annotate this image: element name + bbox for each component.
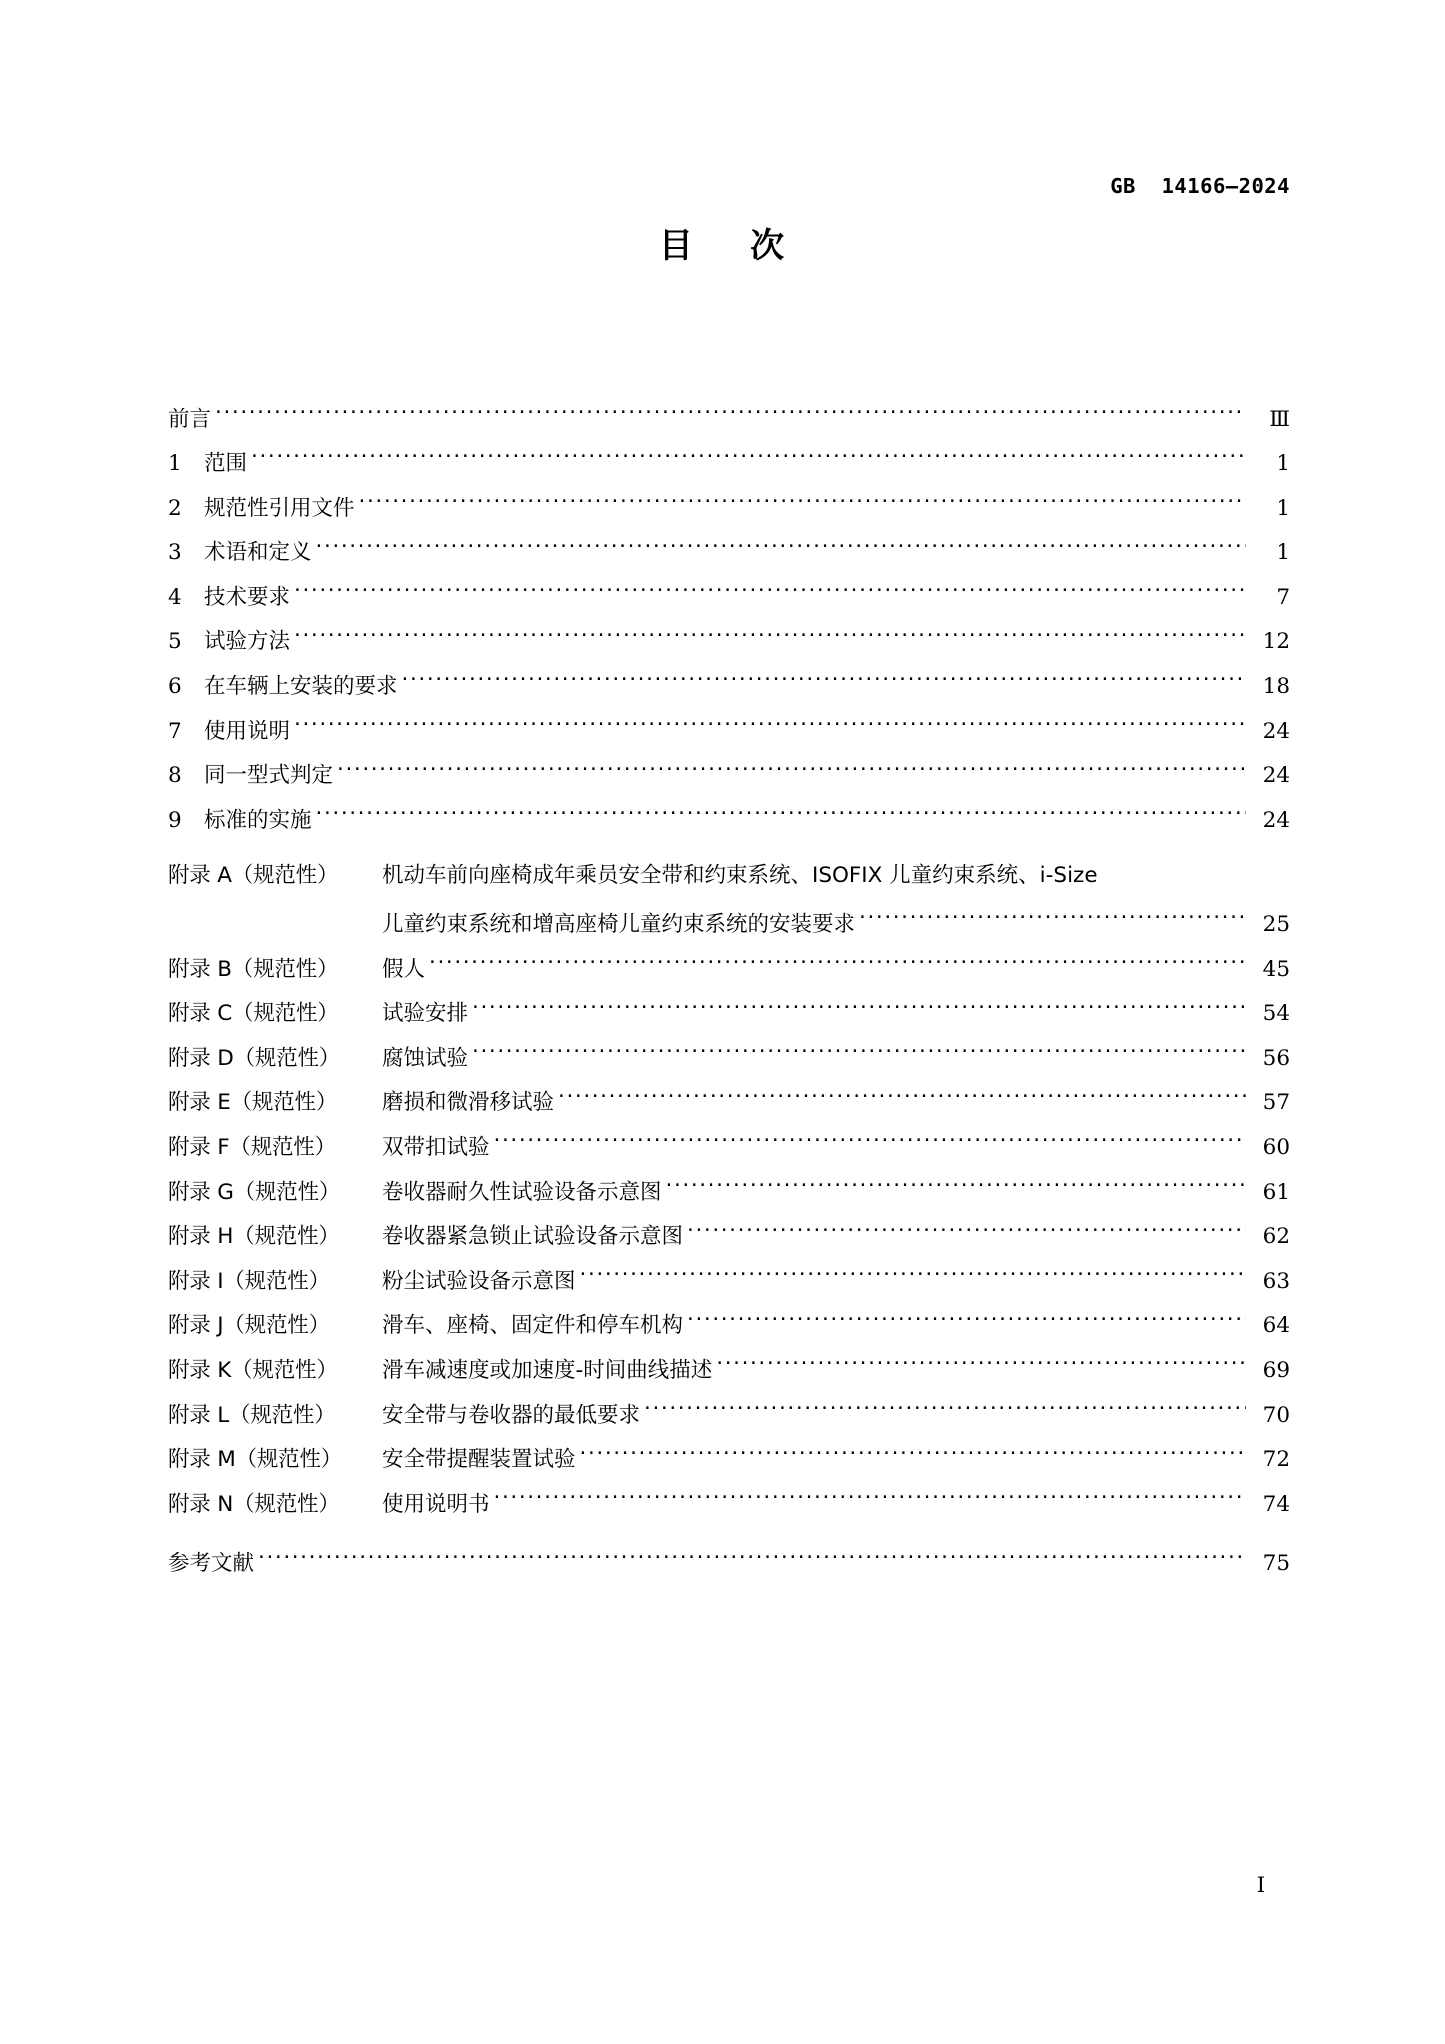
toc-entry-title: 使用说明 — [204, 718, 291, 744]
toc-entry[interactable] — [168, 582, 1290, 627]
toc-entry-page-number: 45 — [1262, 956, 1290, 982]
running-header: GB 14166—2024 — [1110, 174, 1290, 198]
dot-leader — [472, 1043, 1246, 1065]
toc-entry-title: 机动车前向座椅成年乘员安全带和约束系统、ISOFIX 儿童约束系统、i-Size — [382, 862, 1098, 888]
toc-entry-page-number: 74 — [1262, 1491, 1290, 1517]
toc-entry-number: 8 — [168, 763, 182, 789]
dot-leader — [316, 805, 1246, 827]
toc-entry-page-number: 12 — [1262, 629, 1290, 655]
toc-entry-page-number: 25 — [1262, 912, 1290, 938]
dot-leader — [644, 1400, 1246, 1422]
toc-entry[interactable] — [168, 672, 1290, 717]
toc-entry-title: 安全带提醒装置试验 — [382, 1447, 576, 1473]
toc-entry-title: 卷收器紧急锁止试验设备示意图 — [382, 1224, 684, 1250]
toc-entry[interactable] — [168, 1549, 1290, 1594]
toc-entry-page-number: 62 — [1262, 1224, 1290, 1250]
toc-entry-annex-label: 附录 F（规范性） — [168, 1135, 336, 1160]
toc-entry-title: 腐蚀试验 — [382, 1045, 469, 1071]
toc-entry[interactable] — [168, 1311, 1290, 1356]
toc-entry-annex-label: 附录 J（规范性） — [168, 1313, 330, 1339]
toc-entry-title: 安全带与卷收器的最低要求 — [382, 1402, 641, 1428]
toc-entry[interactable] — [168, 1133, 1290, 1178]
toc-entry[interactable] — [168, 716, 1290, 761]
toc-entry-title: 儿童约束系统和增高座椅儿童约束系统的安装要求 — [382, 912, 856, 938]
toc-entry-title: 粉尘试验设备示意图 — [382, 1268, 576, 1294]
toc-entry-page-number: 72 — [1262, 1447, 1290, 1473]
footer-page-number: I — [1256, 1873, 1265, 1897]
toc-entry-annex-label: 附录 L（规范性） — [168, 1402, 336, 1428]
toc-entry-number: 2 — [168, 495, 182, 521]
toc-entry-title: 试验方法 — [204, 629, 291, 655]
toc-entry-annex-label: 附录 K（规范性） — [168, 1357, 338, 1383]
toc-entry-page-number: 1 — [1276, 451, 1290, 477]
toc-entry-annex-label: 附录 H（规范性） — [168, 1224, 340, 1250]
toc-entry-number: 5 — [168, 629, 182, 655]
table-of-contents — [168, 404, 1290, 1593]
dot-leader — [580, 1445, 1246, 1467]
dot-leader — [294, 716, 1246, 738]
toc-entry[interactable] — [168, 538, 1290, 583]
toc-entry-title: 双带扣试验 — [382, 1135, 490, 1160]
dot-leader — [716, 1355, 1246, 1377]
toc-entry-annex-label: 附录 E（规范性） — [168, 1090, 338, 1116]
toc-entry[interactable] — [168, 862, 1290, 910]
dot-leader — [580, 1266, 1246, 1288]
toc-entry-page-number: 24 — [1262, 763, 1290, 789]
toc-entry-annex-label: 附录 N（规范性） — [168, 1491, 340, 1517]
toc-entry-page-number: 18 — [1262, 674, 1290, 700]
toc-entry-page-number: 1 — [1276, 540, 1290, 566]
toc-entry-title: 卷收器耐久性试验设备示意图 — [382, 1179, 662, 1205]
toc-entry-title: 使用说明书 — [382, 1491, 490, 1517]
dot-leader — [316, 538, 1246, 560]
toc-entry-page-number: 7 — [1276, 584, 1290, 610]
toc-entry-continuation[interactable] — [168, 910, 1290, 955]
toc-entry[interactable] — [168, 761, 1290, 806]
toc-entry-title: 滑车减速度或加速度-时间曲线描述 — [382, 1357, 713, 1383]
toc-entry[interactable] — [168, 627, 1290, 672]
toc-entry-annex-label: 附录 M（规范性） — [168, 1447, 343, 1473]
dot-leader — [294, 582, 1246, 604]
dot-leader — [687, 1311, 1246, 1333]
toc-entry[interactable] — [168, 1400, 1290, 1445]
toc-entry[interactable] — [168, 1088, 1290, 1133]
toc-entry[interactable] — [168, 1266, 1290, 1311]
toc-entry-annex-label: 附录 C（规范性） — [168, 1001, 339, 1027]
dot-leader — [337, 761, 1246, 783]
toc-entry[interactable] — [168, 954, 1290, 999]
toc-entry[interactable] — [168, 1043, 1290, 1088]
toc-entry-page-number: 61 — [1262, 1179, 1290, 1205]
toc-entry[interactable] — [168, 1177, 1290, 1222]
toc-entry-page-number: 56 — [1262, 1045, 1290, 1071]
toc-entry-number: 7 — [168, 718, 182, 744]
dot-leader — [472, 999, 1246, 1021]
toc-entry[interactable] — [168, 1489, 1290, 1534]
toc-entry-title: 滑车、座椅、固定件和停车机构 — [382, 1313, 684, 1339]
toc-entry-title: 同一型式判定 — [204, 763, 334, 789]
toc-entry-page-number: 1 — [1276, 495, 1290, 521]
dot-leader — [359, 493, 1246, 515]
toc-entry-annex-label: 附录 G（规范性） — [168, 1179, 341, 1205]
toc-entry-annex-label: 附录 B（规范性） — [168, 956, 339, 982]
toc-entry[interactable] — [168, 1222, 1290, 1267]
toc-entry-page-number: 60 — [1262, 1135, 1290, 1160]
toc-entry-title: 标准的实施 — [204, 807, 312, 833]
toc-entry-title: 术语和定义 — [204, 540, 312, 566]
toc-entry-title: 规范性引用文件 — [204, 495, 355, 521]
toc-entry-annex-label: 附录 I（规范性） — [168, 1268, 330, 1294]
toc-entry-number: 1 — [168, 451, 182, 477]
dot-leader — [687, 1222, 1246, 1244]
toc-entry-title: 试验安排 — [382, 1001, 469, 1027]
toc-entry-title: 参考文献 — [168, 1551, 255, 1577]
toc-entry-page-number: 69 — [1262, 1357, 1290, 1383]
toc-entry-number: 4 — [168, 584, 182, 610]
toc-entry-title: 前言 — [168, 406, 212, 432]
toc-entry[interactable] — [168, 404, 1290, 449]
toc-entry-title: 在车辆上安装的要求 — [204, 674, 398, 700]
dot-leader — [494, 1133, 1246, 1155]
dot-leader — [294, 627, 1246, 649]
toc-entry-annex-label: 附录 D（规范性） — [168, 1045, 341, 1071]
dot-leader — [666, 1177, 1246, 1199]
toc-entry[interactable] — [168, 1445, 1290, 1490]
toc-entry-title: 磨损和微滑移试验 — [382, 1090, 555, 1116]
toc-entry[interactable] — [168, 805, 1290, 850]
dot-leader — [859, 910, 1246, 932]
dot-leader — [558, 1088, 1246, 1110]
toc-entry-title: 技术要求 — [204, 584, 291, 610]
toc-entry[interactable] — [168, 449, 1290, 494]
dot-leader — [215, 404, 1246, 426]
toc-entry-page-number: 63 — [1262, 1268, 1290, 1294]
dot-leader — [251, 449, 1246, 471]
toc-entry-number: 3 — [168, 540, 182, 566]
dot-leader — [258, 1549, 1246, 1571]
toc-entry-page-number: 24 — [1262, 807, 1290, 833]
toc-entry-page-number: 57 — [1262, 1090, 1290, 1116]
toc-entry-page-number: 64 — [1262, 1313, 1290, 1339]
dot-leader — [402, 672, 1246, 694]
toc-entry-annex-label: 附录 A（规范性） — [168, 862, 339, 888]
toc-entry-page-number: Ⅲ — [1269, 406, 1290, 432]
toc-entry[interactable] — [168, 1355, 1290, 1400]
toc-entry-number: 9 — [168, 807, 182, 833]
toc-entry-page-number: 54 — [1262, 1001, 1290, 1027]
toc-entry[interactable] — [168, 999, 1290, 1044]
dot-leader — [429, 954, 1246, 976]
toc-entry-page-number: 24 — [1262, 718, 1290, 744]
toc-entry[interactable] — [168, 493, 1290, 538]
dot-leader — [494, 1489, 1246, 1511]
toc-entry-page-number: 75 — [1262, 1551, 1290, 1577]
toc-entry-page-number: 70 — [1262, 1402, 1290, 1428]
toc-entry-title: 假人 — [382, 956, 426, 982]
toc-entry-title: 范围 — [204, 451, 248, 477]
page-title: 目 次 — [658, 226, 787, 266]
toc-entry-number: 6 — [168, 674, 182, 700]
